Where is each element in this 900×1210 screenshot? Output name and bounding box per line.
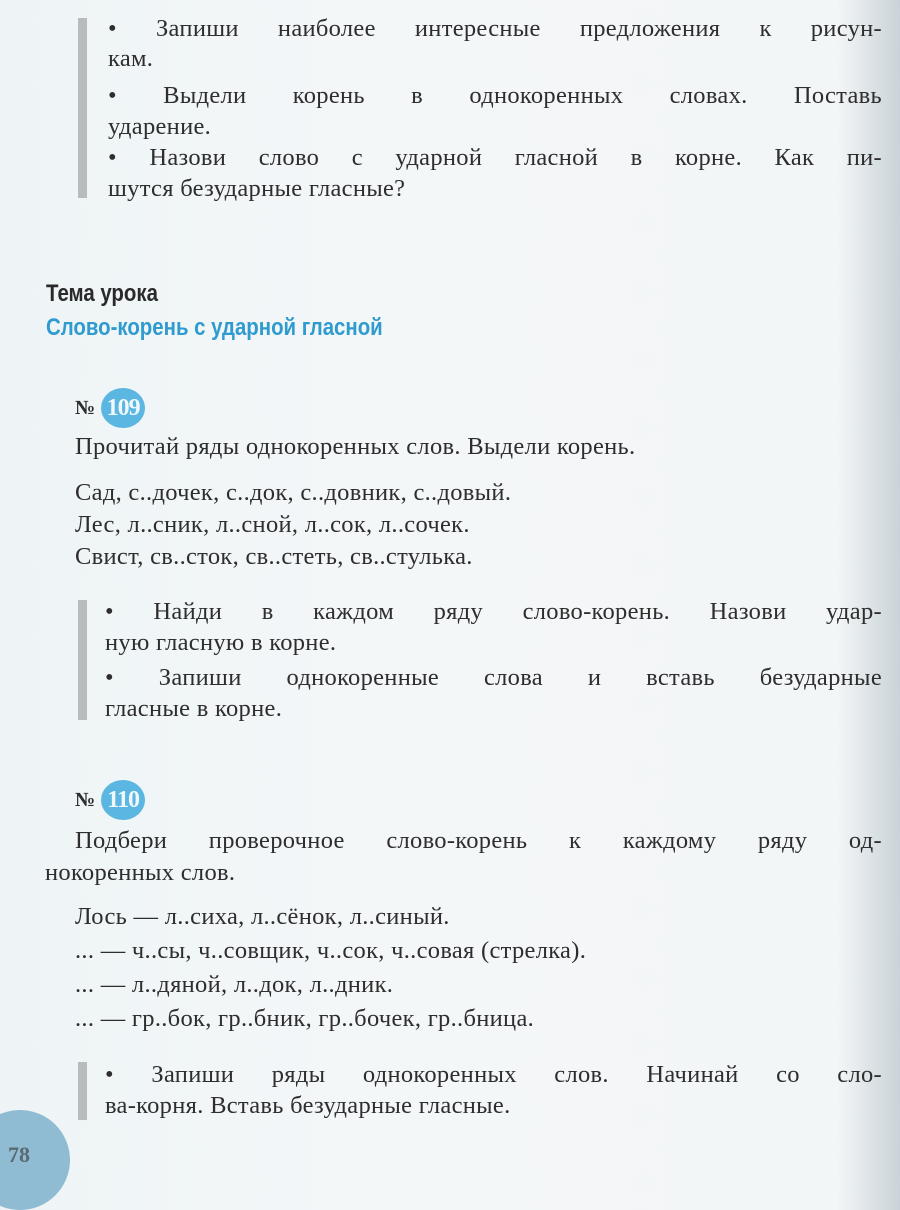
exercise-number-110: [75, 780, 145, 820]
task-line: • Назови слово с ударной гласной в корне. Как пи-: [108, 144, 882, 171]
lesson-label: Тема урока: [46, 280, 158, 307]
exercise-badge: 110: [101, 780, 145, 820]
page-number: 78: [8, 1142, 30, 1167]
word-row: ... — ч..сы, ч..совщик, ч..сок, ч..совая (стрелка).: [75, 937, 587, 964]
task-marker-bar: [78, 600, 87, 720]
task-line: • Запиши ряды однокоренных слов. Начинай со сло-: [105, 1061, 882, 1088]
task-marker-bar: [78, 1062, 87, 1120]
task-line: ную гласную в корне.: [105, 629, 337, 656]
task-line: • Найди в каждом ряду слово-корень. Назови удар-: [105, 598, 882, 625]
task-line: шутся безударные гласные?: [108, 175, 406, 202]
task-line: • Выдели корень в однокоренных словах. Поставь: [108, 82, 882, 109]
exercise-number-109: [75, 388, 145, 428]
task-line: • Запиши однокоренные слова и вставь безударные: [105, 664, 882, 691]
number-sign: №: [75, 788, 96, 811]
task-marker-bar: [78, 18, 87, 198]
number-sign: №: [75, 396, 96, 419]
task-line: • Запиши наиболее интересные предложения к рисун-: [108, 15, 882, 42]
exercise-instruction: Прочитай ряды однокоренных слов. Выдели корень.: [75, 433, 636, 460]
exercise-badge: 109: [101, 388, 145, 428]
task-line: ударение.: [108, 113, 212, 140]
word-row: Лес, л..сник, л..сной, л..сок, л..сочек.: [75, 511, 470, 538]
task-line: кам.: [108, 45, 154, 72]
lesson-title: Слово-корень с ударной гласной: [46, 314, 383, 341]
word-row: Сад, с..дочек, с..док, с..довник, с..довый.: [75, 479, 512, 506]
word-row: ... — л..дяной, л..док, л..дник.: [75, 971, 394, 998]
exercise-instruction: нокоренных слов.: [45, 859, 236, 886]
task-line: гласные в корне.: [105, 695, 283, 722]
word-row: ... — гр..бок, гр..бник, гр..бочек, гр..бница.: [75, 1005, 535, 1032]
word-row: Лось — л..сиха, л..сёнок, л..синый.: [75, 903, 450, 930]
word-row: Свист, св..сток, св..стеть, св..стулька.: [75, 543, 473, 570]
exercise-instruction: Подбери проверочное слово-корень к каждому ряду од-: [75, 827, 882, 854]
task-line: ва-корня. Вставь безударные гласные.: [105, 1092, 511, 1119]
